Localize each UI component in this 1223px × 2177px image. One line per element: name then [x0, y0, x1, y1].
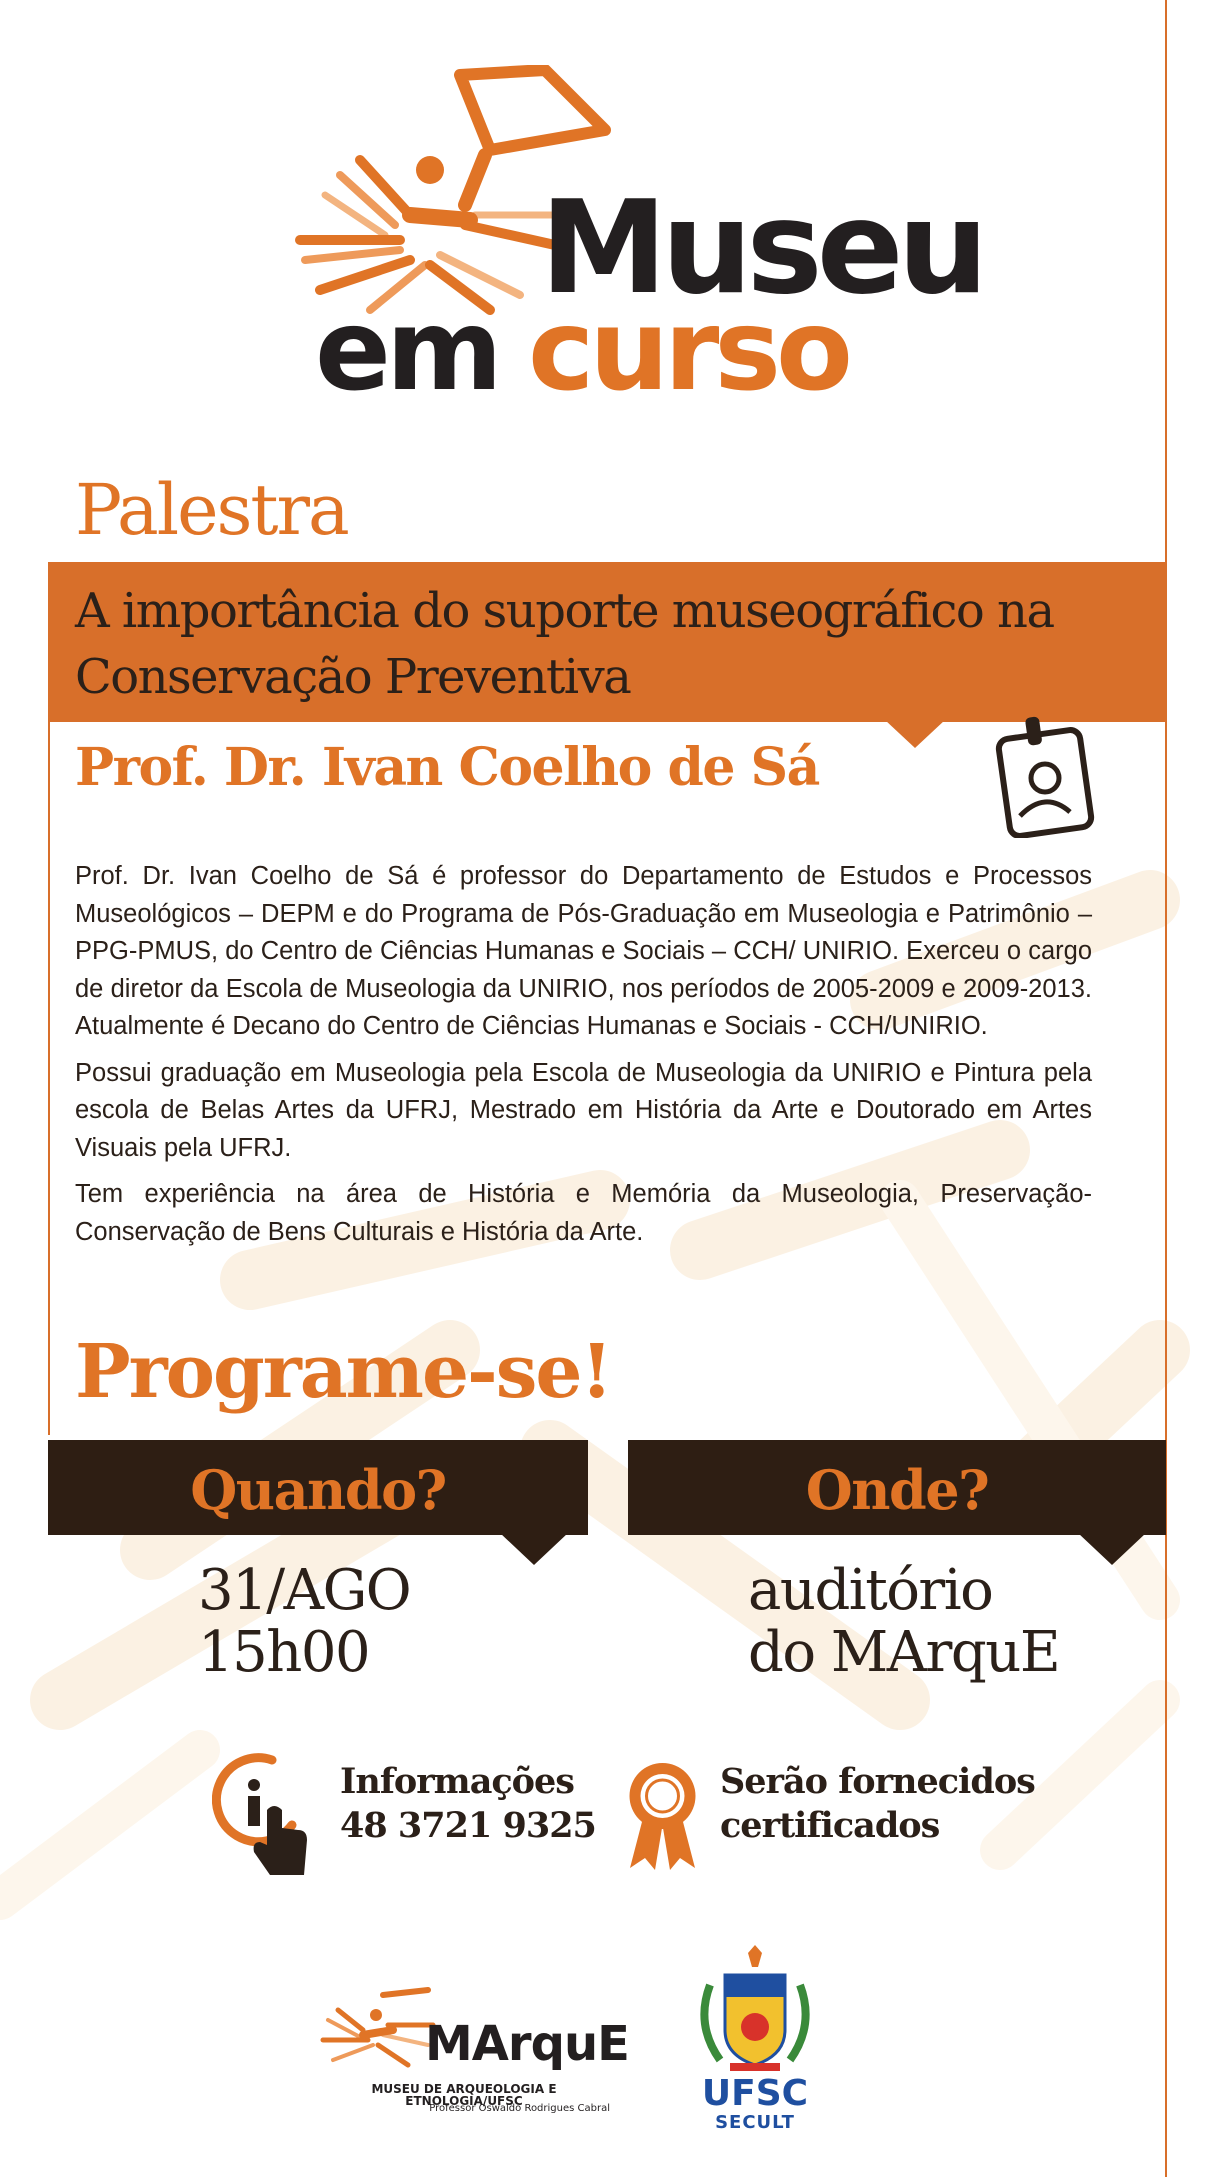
talk-title: A importância do suporte museográfico na Conservação Preventiva: [75, 583, 1054, 705]
speaker-bio: [75, 858, 1092, 1260]
certificate-line1: Serão fornecidos: [720, 1761, 1035, 1802]
schedule-heading: Programe-se!: [75, 1329, 611, 1415]
where-label: Onde?: [805, 1458, 989, 1522]
award-ribbon-icon: [625, 1758, 700, 1873]
logo-em-text: em: [315, 286, 498, 416]
certificate-block: [720, 1760, 1035, 1848]
event-date: 31/AGO: [198, 1558, 411, 1623]
title-band-notch: [885, 720, 945, 748]
info-block: [340, 1760, 596, 1848]
ufsc-crest-icon: [690, 1945, 820, 2080]
id-badge-icon: [990, 708, 1100, 838]
marque-subtitle: Professor Oswaldo Rodrigues Cabral: [429, 2103, 610, 2114]
ufsc-secult: SECULT: [715, 2112, 795, 2133]
logo-curso-text: curso: [528, 286, 848, 416]
info-label: Informações: [340, 1761, 574, 1802]
bio-paragraph: Prof. Dr. Ivan Coelho de Sá é professor do Departamento de Estudos e Processos Museológicos – DEPM e do Programa de Pós-Graduação em Museologia e Patrimônio – PPG-PMUS, do Centro de Ciências Humanas e Sociais – CCH/ UNIRIO. Exerceu o cargo de diretor da Escola de Museologia da UNIRIO, nos períodos de 2005-2009 e 2009-2013. Atualmente é Decano do Centro de Ciências Humanas e Sociais - CCH/UNIRIO.: [75, 862, 1092, 1040]
bio-paragraph: Possui graduação em Museologia pela Escola de Museologia da UNIRIO e Pintura pela escola de Belas Artes da UFRJ, Mestrado em História da Arte e Doutorado em Artes Visuais pela UFRJ.: [75, 1058, 1092, 1162]
ufsc-name: UFSC: [701, 2073, 809, 2114]
marque-name: MArquE: [425, 2016, 629, 2072]
certificate-line2: certificados: [720, 1805, 940, 1846]
bio-paragraph: Tem experiência na área de História e Memória da Museologia, Preservação-Conservação de Bens Culturais e História da Arte.: [75, 1180, 1092, 1246]
where-value: [748, 1560, 1059, 1684]
event-type-heading: Palestra: [75, 469, 348, 551]
speaker-name: Prof. Dr. Ivan Coelho de Sá: [75, 737, 819, 798]
when-band-notch: [500, 1533, 568, 1565]
logo-museu-text: Museu: [540, 174, 983, 323]
marque-full-name: MUSEU DE ARQUEOLOGIA E ETNOLOGIA/UFSC: [371, 2082, 557, 2108]
right-frame-line: [1165, 0, 1167, 2177]
venue-line2: do MArquE: [748, 1620, 1060, 1685]
info-touch-icon: [212, 1750, 312, 1880]
when-value: [198, 1560, 410, 1684]
venue-line1: auditório: [748, 1558, 993, 1623]
info-phone: 48 3721 9325: [340, 1805, 596, 1846]
where-band-notch: [1078, 1533, 1146, 1565]
when-label: Quando?: [190, 1458, 446, 1522]
event-time: 15h00: [198, 1620, 370, 1685]
